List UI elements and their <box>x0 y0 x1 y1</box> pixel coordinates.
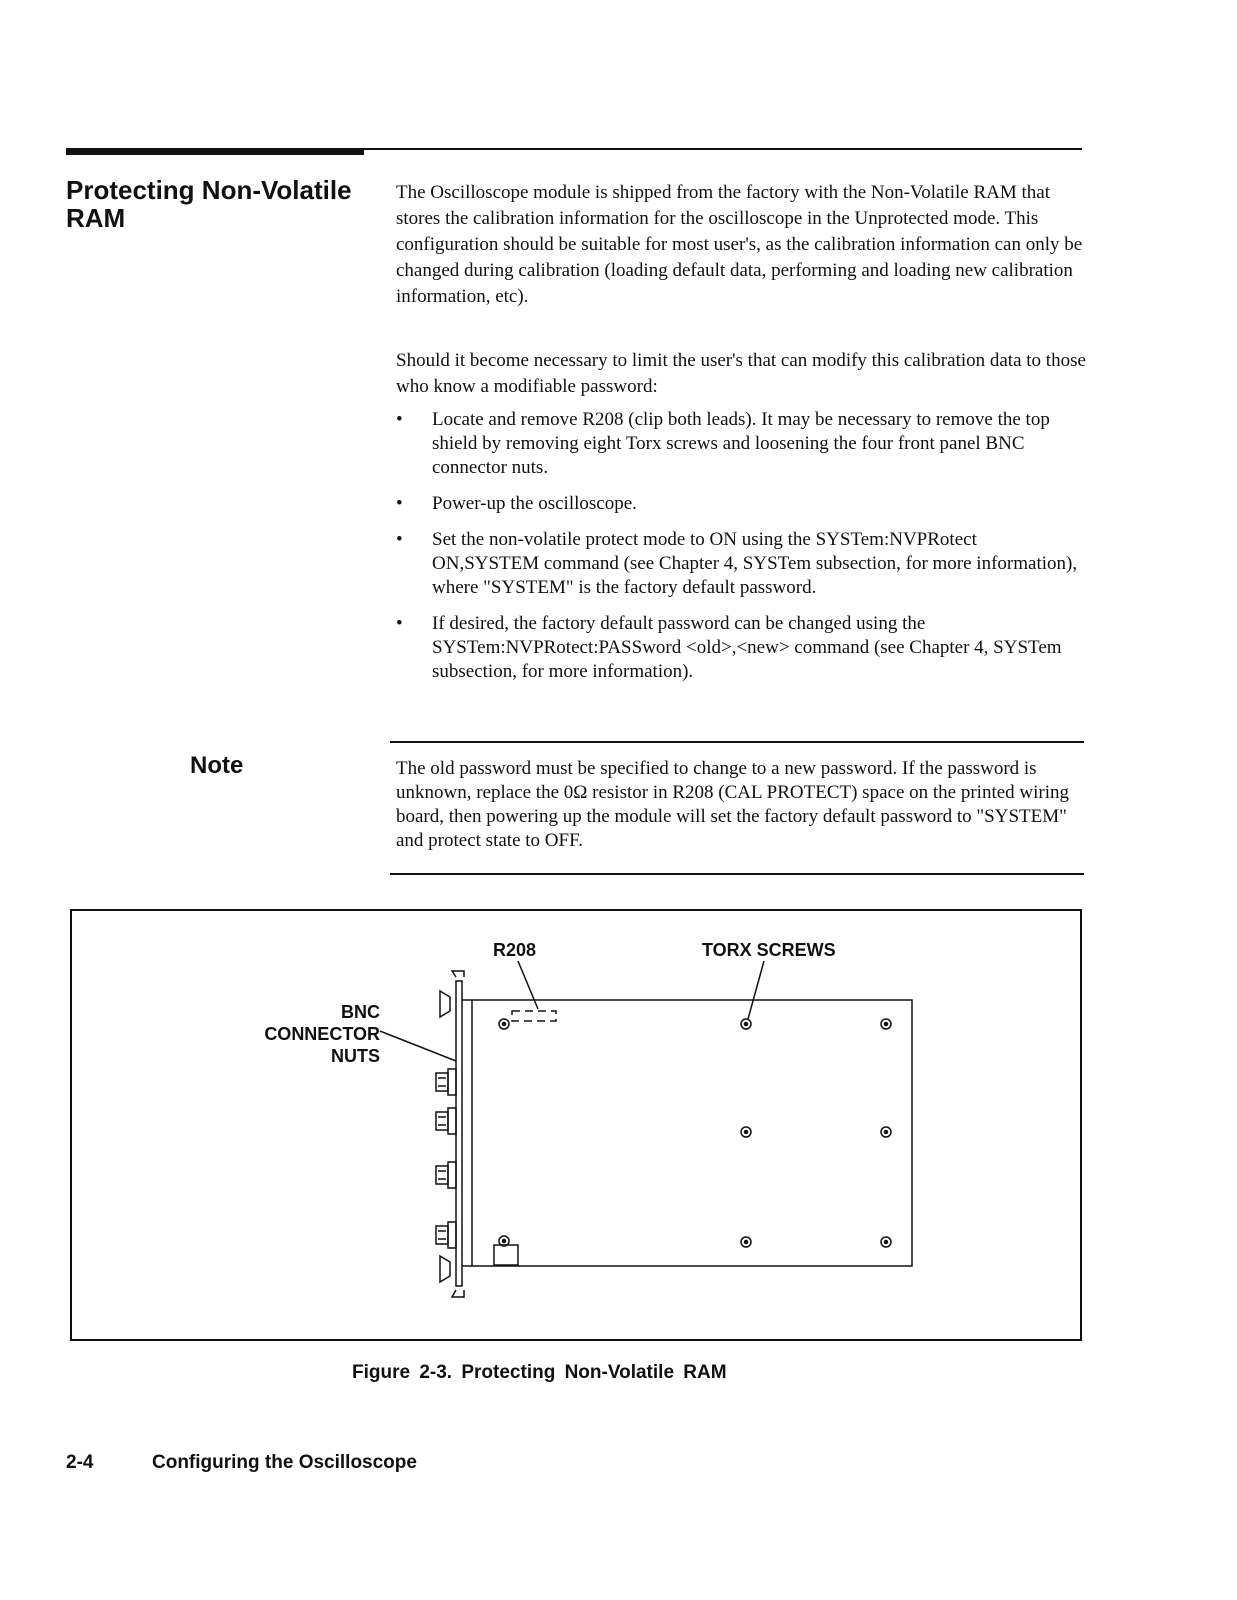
r208-resistor <box>512 1011 556 1021</box>
bullet-icon: • <box>396 613 403 634</box>
bnc-connector <box>436 1162 456 1188</box>
header-rule-thick <box>66 148 364 155</box>
page-footer <box>66 1452 417 1474</box>
header-rule-thin <box>364 148 1082 150</box>
figure-box <box>70 909 1082 1341</box>
bnc-connector <box>436 1108 456 1134</box>
page-number: 2-4 <box>66 1452 94 1473</box>
screw-icon <box>741 1237 751 1247</box>
figure-caption: Figure 2-3. Protecting Non-Volatile RAM <box>352 1362 727 1383</box>
r208-label: R208 <box>493 940 537 960</box>
circuit-board-diagram <box>72 911 1080 1339</box>
intro-paragraph: The Oscilloscope module is shipped from the factory with the Non-Volatile RAM that stores the calibration information for the oscilloscope in the Unprotected mode. This configuration should be suitable for most user's, as the calibration information can only be changed during calibration (loading default data, performing and loading new calibration information, etc). <box>396 182 1083 307</box>
bnc-connector-nuts-label: BNC CONNECTOR NUTS <box>264 1002 380 1066</box>
torx-screws-label: TORX SCREWS <box>702 940 836 960</box>
bullet-icon: • <box>396 529 403 550</box>
screw-icon <box>741 1127 751 1137</box>
front-panel <box>456 981 462 1286</box>
list-item-text: Set the non-volatile protect mode to ON using the SYSTem:NVPRotect ON,SYSTEM command (see Chapter 4, SYSTem subsection, for more information), where "SYSTEM" is the factory default password. <box>432 529 1078 598</box>
section-title: Protecting Non-Volatile RAM <box>66 175 352 233</box>
list-item <box>396 612 1086 684</box>
note-label: Note <box>190 752 244 779</box>
circuit-board <box>472 1000 912 1266</box>
top-handle <box>452 971 464 977</box>
password-paragraph: Should it become necessary to limit the user's that can modify this calibration data to those who know a modifiable password: <box>396 350 1086 397</box>
screw-icon <box>741 1019 751 1029</box>
list-item <box>396 408 1086 480</box>
bottom-handle <box>452 1290 464 1297</box>
component-block <box>494 1245 518 1265</box>
bullet-icon: • <box>396 493 403 514</box>
bnc-connector <box>436 1069 456 1095</box>
torx-leader <box>748 961 764 1019</box>
bullet-icon: • <box>396 409 403 430</box>
note-rule-bottom <box>390 873 1084 875</box>
screw-icon <box>881 1127 891 1137</box>
list-item <box>396 528 1086 600</box>
r208-leader <box>518 961 538 1009</box>
list-item <box>396 492 1086 516</box>
chapter-title: Configuring the Oscilloscope <box>152 1452 417 1473</box>
list-item-text: Locate and remove R208 (clip both leads). It may be necessary to remove the top shield by removing eight Torx screws and loosening the four front panel BNC connector nuts. <box>432 409 1050 478</box>
note-text: The old password must be specified to change to a new password. If the password is unknown, replace the 0Ω resistor in R208 (CAL PROTECT) space on the printed wiring board, then powering up the module will set the factory default password to "SYSTEM" and protect state to OFF. <box>396 758 1070 851</box>
bnc-leader <box>380 1031 456 1061</box>
note-rule-top <box>390 741 1084 743</box>
procedure-list <box>396 408 1086 696</box>
screw-icon <box>881 1019 891 1029</box>
screw-icon <box>881 1237 891 1247</box>
screw-icon <box>499 1019 509 1029</box>
list-item-text: If desired, the factory default password can be changed using the SYSTem:NVPRotect:PASSword <old>,<new> command (see Chapter 4, SYSTem subsection, for more information). <box>432 613 1062 682</box>
bnc-connector <box>436 1222 456 1248</box>
list-item-text: Power-up the oscilloscope. <box>432 493 637 514</box>
